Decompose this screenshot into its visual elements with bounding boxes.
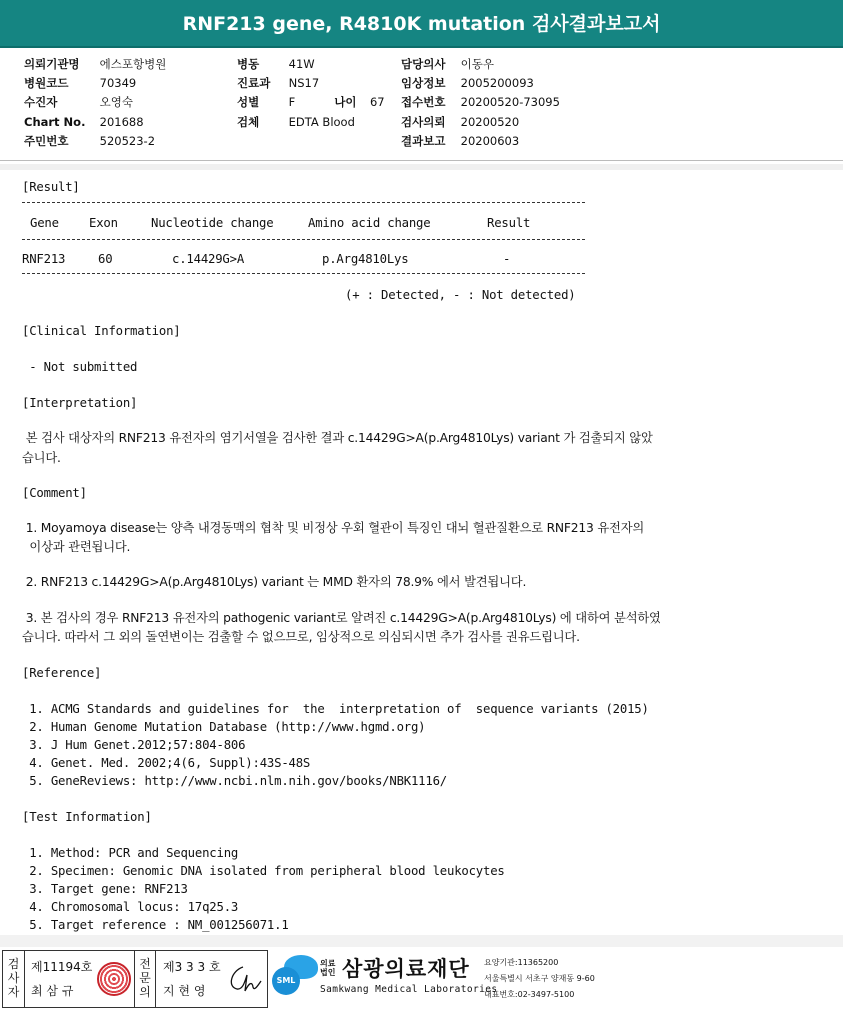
report-body [0, 170, 843, 935]
info-row [24, 55, 166, 73]
info-label: 의뢰기관명 [24, 57, 80, 71]
reference-item: 2. Human Genome Mutation Database (http://www.hgmd.org) [22, 720, 426, 734]
sign2-license: 제3 3 3 호 [163, 960, 221, 974]
comment-line: 2. RNF213 c.14429G>A(p.Arg4810Lys) variant 는 MMD 환자의 78.9% 에서 발견됩니다. [22, 575, 527, 589]
info-row [401, 93, 560, 111]
info-row [237, 113, 355, 131]
info-row [237, 93, 385, 111]
interpretation-heading: [Interpretation] [22, 396, 138, 410]
comment-heading: [Comment] [22, 486, 87, 500]
patient-info [0, 55, 843, 155]
info-row [24, 132, 155, 150]
col-header-exon: Exon [89, 216, 118, 230]
reference-heading: [Reference] [22, 666, 102, 680]
test-info-item: 1. Method: PCR and Sequencing [22, 846, 239, 860]
info-value: 이동우 [460, 57, 494, 71]
info-label: 수진자 [24, 95, 58, 109]
info-row [24, 113, 144, 131]
org-name: 삼광의료재단 [342, 957, 470, 981]
test-info-item: 2. Specimen: Genomic DNA isolated from peripheral blood leukocytes [22, 864, 505, 878]
interpretation-line: 습니다. [22, 451, 61, 465]
info-label: 진료과 [237, 76, 271, 90]
sign1-license: 제11194호 [31, 960, 93, 974]
info-label: 결과보고 [401, 134, 446, 148]
comment-line: 습니다. 따라서 그 외의 돌연변이는 검출할 수 없으므로, 임상적으로 의심되시면 추가 검사를 권유드립니다. [22, 630, 580, 644]
info-label: 주민번호 [24, 134, 69, 148]
info-value: NS17 [288, 76, 320, 90]
info-label: 검사의뢰 [401, 115, 446, 129]
info-value: 20200603 [460, 134, 520, 148]
sign1-role-text: 검 사 자 [7, 957, 20, 999]
table-rule [22, 273, 585, 274]
result-legend: (+ : Detected, - : Not detected) [345, 288, 576, 302]
interpretation-line: 본 검사 대상자의 RNF213 유전자의 염기서열을 검사한 결과 c.14429G>A(p.Arg4810Lys) variant 가 검출되지 않았 [22, 431, 653, 445]
comment-line: 이상과 관련됩니다. [22, 540, 131, 554]
sign2-name: 지 현 영 [163, 984, 206, 998]
info-row [237, 74, 319, 92]
info-row [401, 55, 494, 73]
info-value: 201688 [99, 115, 144, 129]
org-phone: 대표번호:02-3497-5100 [484, 990, 575, 999]
result-heading: [Result] [22, 180, 80, 194]
info-label: 접수번호 [401, 95, 446, 109]
info-label: 임상정보 [401, 76, 446, 90]
sign2-role-text: 전 문 의 [139, 957, 151, 999]
test-info-item: 3. Target gene: RNF213 [22, 882, 188, 896]
info-row [401, 132, 519, 150]
info-label: 담당의사 [401, 57, 446, 71]
cell-nucleotide: c.14429G>A [172, 252, 245, 266]
report-title: RNF213 gene, R4810K mutation 검사결과보고서 [0, 0, 843, 48]
clinical-text: - Not submitted [22, 360, 138, 374]
info-value: 2005200093 [460, 76, 534, 90]
info-label: 병원코드 [24, 76, 69, 90]
col-header-amino: Amino acid change [308, 216, 431, 230]
info-label: 병동 [237, 57, 260, 71]
info-value: F [288, 95, 296, 109]
org-code: 요양기관:11365200 [484, 958, 559, 967]
info-value: 520523-2 [99, 134, 156, 148]
report-footer [0, 947, 843, 1015]
age-value: 67 [369, 95, 385, 109]
reference-item: 5. GeneReviews: http://www.ncbi.nlm.nih.gov/books/NBK1116/ [22, 774, 447, 788]
table-rule [22, 202, 585, 203]
table-rule [22, 239, 585, 240]
logo-corp-label: 의료 법인 [320, 959, 336, 977]
col-header-gene: Gene [30, 216, 59, 230]
info-value: 20200520-73095 [460, 95, 560, 109]
sign1-name: 최 삼 규 [31, 984, 74, 998]
info-label: Chart No. [24, 115, 86, 129]
org-english-name: Samkwang Medical Laboratories [320, 984, 498, 995]
info-value: 오영숙 [99, 95, 133, 109]
signature-icon [225, 961, 265, 997]
footer-divider [0, 935, 843, 947]
info-row [24, 74, 136, 92]
info-row [401, 74, 534, 92]
clinical-heading: [Clinical Information] [22, 324, 181, 338]
info-row [24, 93, 133, 111]
sign1-role [3, 951, 25, 1007]
info-value: 20200520 [460, 115, 520, 129]
reference-item: 4. Genet. Med. 2002;4(6, Suppl):43S-48S [22, 756, 311, 770]
comment-line: 3. 본 검사의 경우 RNF213 유전자의 pathogenic variant로 알려진 c.14429G>A(p.Arg4810Lys) 에 대하여 분석하였 [22, 611, 661, 625]
seal-stamp-icon [97, 962, 131, 996]
age-label: 나이 [334, 95, 357, 109]
cell-amino: p.Arg4810Lys [322, 252, 409, 266]
test-info-item: 4. Chromosomal locus: 17q25.3 [22, 900, 239, 914]
reference-item: 1. ACMG Standards and guidelines for the interpretation of sequence variants (2015) [22, 702, 649, 716]
cell-gene: RNF213 [22, 252, 66, 266]
cell-exon: 60 [98, 252, 113, 266]
col-header-nucleotide: Nucleotide change [151, 216, 274, 230]
info-value: 에스포항병원 [99, 57, 167, 71]
col-header-result: Result [487, 216, 531, 230]
reference-item: 3. J Hum Genet.2012;57:804-806 [22, 738, 246, 752]
test-info-heading: [Test Information] [22, 810, 152, 824]
info-value: 70349 [99, 76, 137, 90]
org-address: 서울특별시 서초구 양재동 9-60 [484, 974, 595, 983]
info-label: 검체 [237, 115, 260, 129]
info-row [237, 55, 315, 73]
info-row [401, 113, 519, 131]
info-value: EDTA Blood [288, 115, 355, 129]
test-info-item: 5. Target reference : NM_001256071.1 [22, 918, 289, 932]
comment-line: 1. Moyamoya disease는 양측 내경동맥의 협착 및 비정상 우회 혈관이 특징인 대뇌 혈관질환으로 RNF213 유전자의 [22, 521, 645, 535]
info-value: 41W [288, 57, 315, 71]
sign2-role [134, 951, 156, 1007]
info-label: 성별 [237, 95, 260, 109]
sml-logo-icon: SML [272, 967, 300, 995]
signature-box [2, 950, 268, 1008]
org-contact [484, 955, 595, 1003]
cell-result: - [503, 252, 511, 266]
divider [0, 160, 843, 161]
